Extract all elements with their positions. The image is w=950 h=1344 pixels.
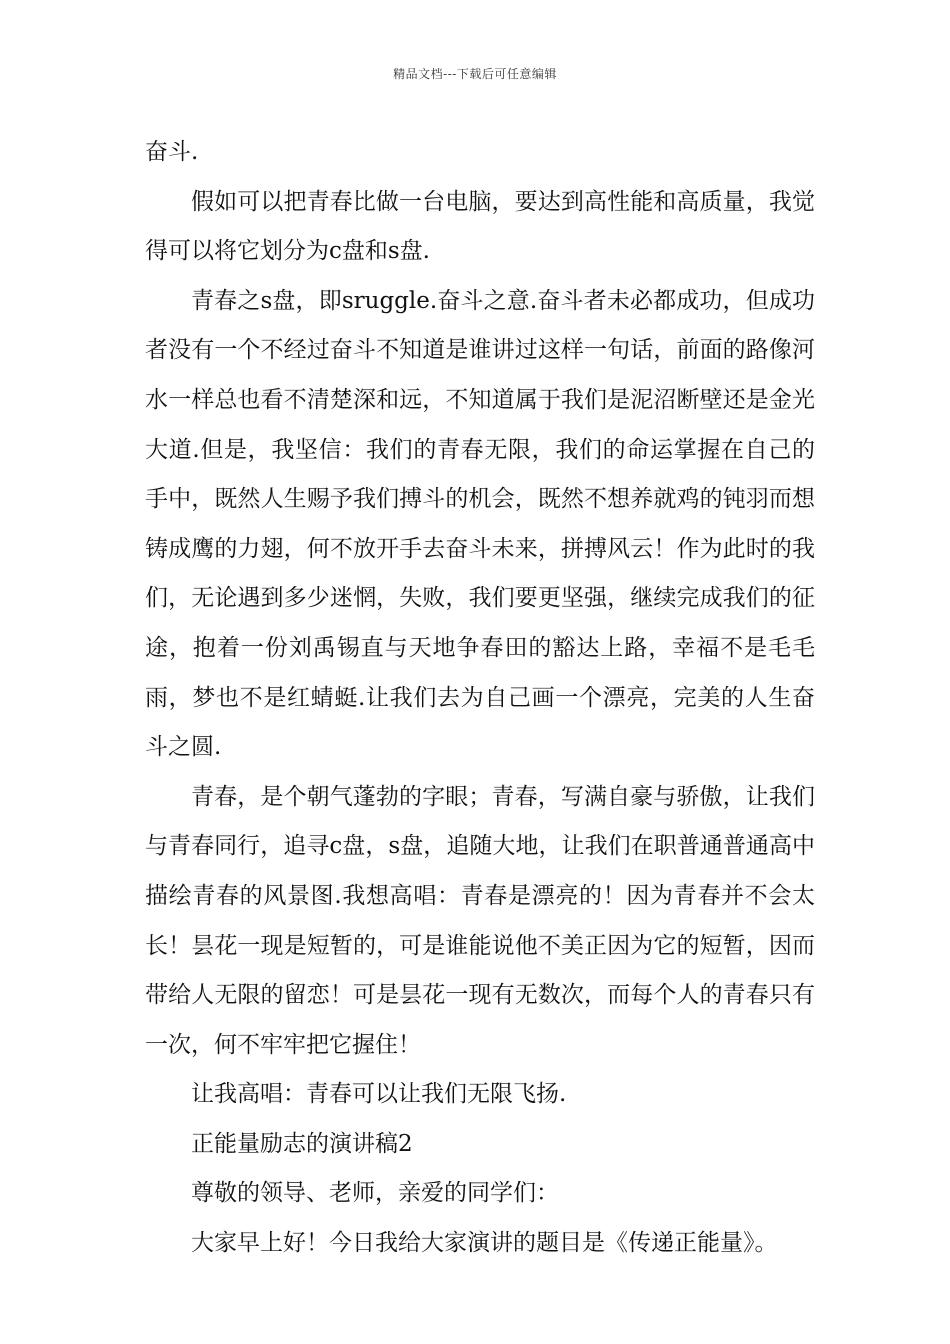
paragraph-4: 青春，是个朝气蓬勃的字眼；青春，写满自豪与骄傲，让我们与青春同行，追寻c盘，s盘，追随大地，让我们在职普通普通高中描绘青春的风景图.我想高唱：青春是漂亮的！因为青春并不会太长！昙花一现是短暂的，可是谁能说他不美正因为它的短暂，因而带给人无限的留恋！可是昙花一现有无数次，而每个人的青春只有一次，何不牢牢把它握住！	[145, 783, 815, 1058]
paragraph-5: 让我高唱：青春可以让我们无限飞扬.	[191, 1081, 567, 1108]
paragraph-3: 青春之s盘，即sruggle.奋斗之意.奋斗者未必都成功，但成功者没有一个不经过奋斗不知道是谁讲过这样一句话，前面的路像河水一样总也看不清楚深和远，不知道属于我们是泥沼断壁还是金光大道.但是，我坚信：我们的青春无限，我们的命运掌握在自己的手中，既然人生赐予我们搏斗的机会，既然不想养就鸡的钝羽而想铸成鹰的力翅，何不放开手去奋斗未来，拼搏风云！作为此时的我们，无论遇到多少迷惘，失败，我们要更坚强，继续完成我们的征途，抱着一份刘禹锡直与天地争春田的豁达上路，幸福不是毛毛雨，梦也不是红蜻蜓.让我们去为自己画一个漂亮，完美的人生奋斗之圆.	[145, 287, 815, 761]
paragraph-2: 假如可以把青春比做一台电脑，要达到高性能和高质量，我觉得可以将它划分为c盘和s盘.	[145, 188, 815, 265]
page-header: 精品文档---下载后可任意编辑	[393, 67, 557, 81]
paragraph-1: 奋斗.	[145, 139, 199, 165]
document-body	[145, 128, 815, 1269]
section-title: 正能量励志的演讲稿2	[191, 1130, 413, 1157]
salutation: 尊敬的领导、老师，亲爱的同学们：	[191, 1180, 559, 1207]
paragraph-opening: 大家早上好！今日我给大家演讲的题目是《传递正能量》。	[191, 1230, 778, 1257]
